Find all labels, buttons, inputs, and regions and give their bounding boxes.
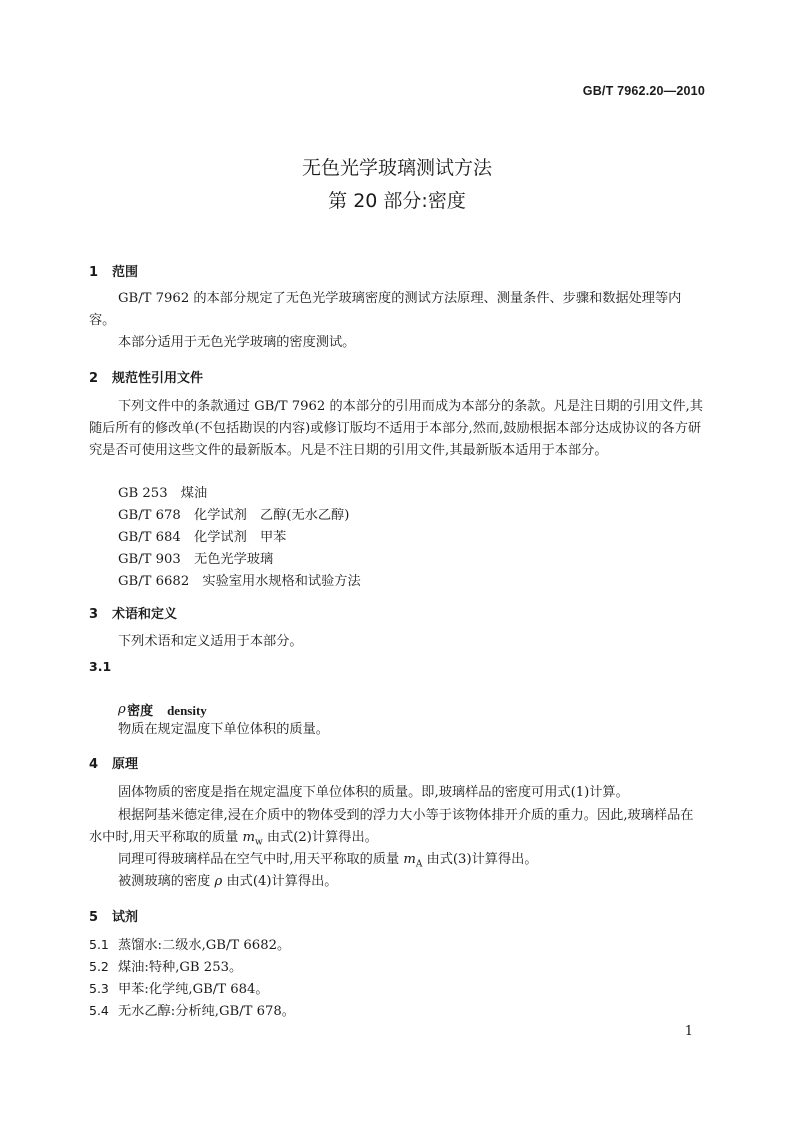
paragraph: 下列文件中的条款通过 GB/T 7962 的本部分的引用而成为本部分的条款。凡是注日期的引用文件,其随后所有的修改单(不包括勘误的内容)或修订版均不适用于本部分,然而,鼓励根据本部分达成协议的各方研究是否可使用这些文件的最新版本。凡是不注日期的引用文件,其最新版本适用于本部分。 — [89, 399, 703, 458]
reference-item: GB/T 6682 实验室用水规格和试验方法 — [118, 574, 361, 589]
section-title: 试剂 — [112, 910, 139, 925]
reference-item: GB 253 煤油 — [118, 486, 208, 501]
term-definition: 物质在规定温度下单位体积的质量。 — [118, 722, 329, 737]
section-5-heading — [89, 906, 138, 925]
reagent-item: 5.2 煤油:特种,GB 253。 — [89, 959, 243, 975]
reagent-item: 5.1 蒸馏水:二级水,GB/T 6682。 — [89, 937, 291, 953]
section-4-heading — [89, 753, 138, 772]
section-number: 5 — [89, 910, 99, 925]
document-subtitle: 第 20 部分:密度 — [328, 190, 466, 212]
document-title: 无色光学玻璃测试方法 — [301, 157, 492, 179]
section-3-heading — [89, 603, 177, 622]
section-number: 2 — [89, 371, 99, 386]
section-number: 4 — [89, 757, 99, 772]
term-chinese: 密度 — [127, 704, 154, 719]
paragraph: 本部分适用于无色光学玻璃的密度测试。 — [118, 335, 356, 350]
term-entry — [118, 678, 207, 723]
section-title: 原理 — [112, 757, 139, 772]
mass-air-symbol: m — [403, 852, 416, 867]
term-english: density — [167, 703, 207, 718]
paragraph: GB/T 7962 的本部分规定了无色光学玻璃密度的测试方法原理、测量条件、步骤和数据处理等内容。 — [89, 291, 682, 328]
section-title: 规范性引用文件 — [112, 371, 204, 386]
reagent-item: 5.3 甲苯:化学纯,GB/T 684。 — [89, 981, 269, 997]
section-2-heading — [89, 367, 203, 386]
page-number: 1 — [684, 1024, 693, 1039]
term-symbol: ρ — [118, 702, 126, 717]
paragraph: 下列术语和定义适用于本部分。 — [118, 634, 303, 649]
reference-item: GB/T 678 化学试剂 乙醇(无水乙醇) — [118, 508, 350, 523]
paragraph: 根据阿基米德定律,浸在介质中的物体受到的浮力大小等于该物体排开介质的重力。因此,玻璃样品在水中时,用天平称取的质量 $m_w$ 由式(2)计算得出。 — [89, 808, 694, 848]
mass-water-symbol: m — [242, 830, 255, 845]
standard-number: GB/T 7962.20—2010 — [582, 84, 705, 98]
density-symbol: ρ — [214, 874, 223, 889]
section-title: 术语和定义 — [112, 607, 178, 622]
paragraph: 固体物质的密度是指在规定温度下单位体积的质量。即,玻璃样品的密度可用式(1)计算。 — [118, 785, 629, 800]
section-1-heading — [89, 261, 138, 280]
reference-item: GB/T 684 化学试剂 甲苯 — [118, 530, 287, 545]
section-number: 1 — [89, 265, 99, 280]
reagent-item: 5.4 无水乙醇:分析纯,GB/T 678。 — [89, 1003, 295, 1019]
section-title: 范围 — [112, 265, 139, 280]
reference-item: GB/T 903 无色光学玻璃 — [118, 552, 274, 567]
subclause-number: 3.1 — [89, 659, 112, 674]
section-number: 3 — [89, 607, 99, 622]
paragraph: 同理可得玻璃样品在空气中时,用天平称取的质量 $m_A$ 由式(3)计算得出。 — [118, 852, 538, 870]
paragraph: 被测玻璃的密度 ρ 由式(4)计算得出。 — [118, 874, 338, 889]
